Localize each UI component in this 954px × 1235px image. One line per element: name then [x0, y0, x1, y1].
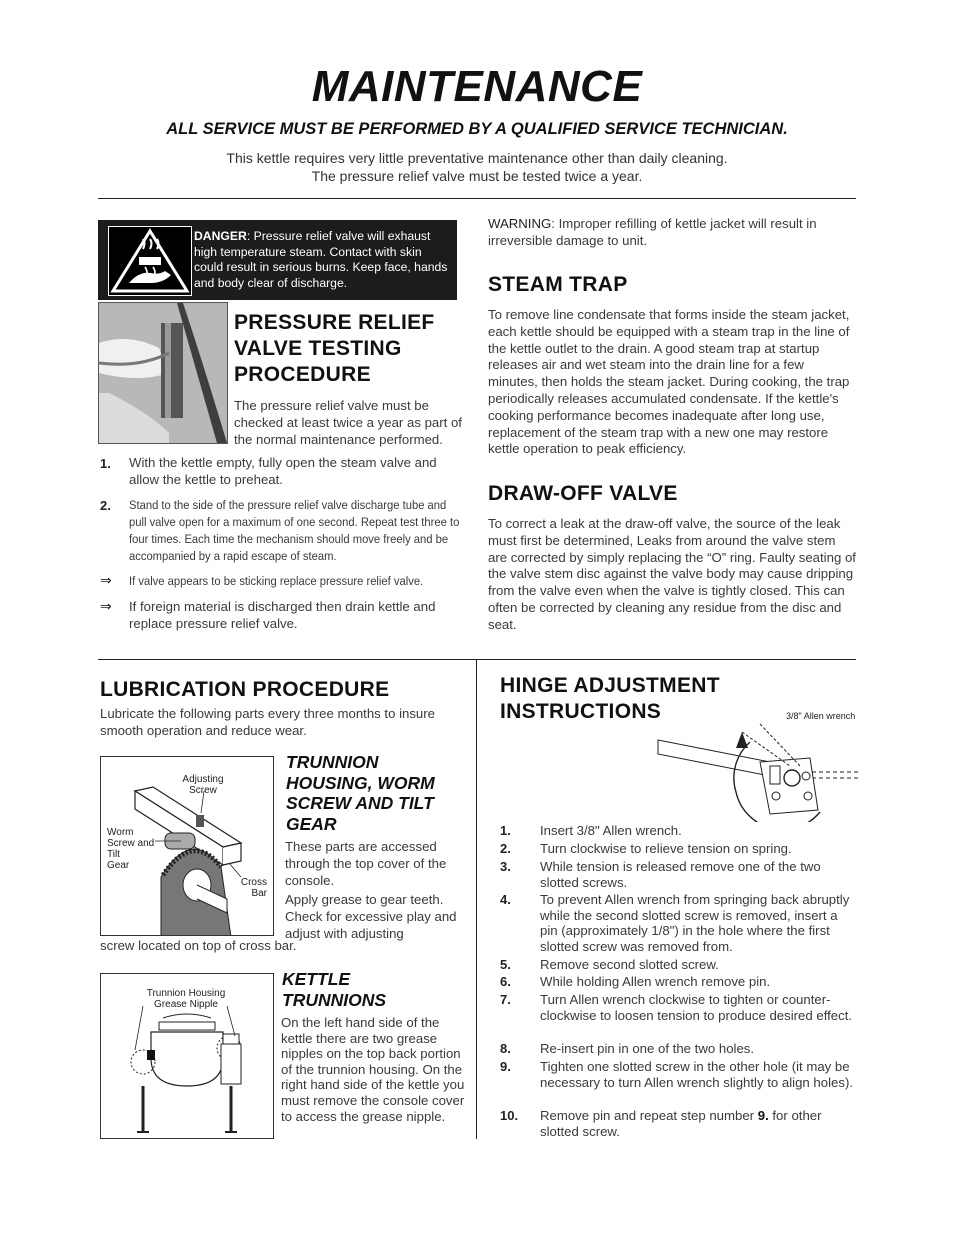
adjusting-screw-label: [181, 774, 225, 796]
step-text: Turn Allen wrench clockwise to tighten or counter-clockwise to loosen tension to produce desired effect.: [540, 992, 853, 1023]
step-number: 5.: [500, 957, 511, 972]
list-item: [500, 859, 856, 892]
list-item: [500, 841, 856, 859]
list-item: [100, 455, 466, 489]
kettle-heading-line-2: TRUNNIONS: [282, 989, 387, 1010]
fig-label: Trunnion Housing: [146, 988, 226, 999]
step-number: 1.: [500, 823, 511, 838]
step-number: 3.: [500, 859, 511, 874]
list-item: [500, 823, 856, 841]
relief-intro: The pressure relief valve must be checked at least twice a year as part of the normal maintenance performed.: [234, 398, 462, 447]
draw-off-text: To correct a leak at the draw-off valve, the source of the leak must first be determined, Leaks from around the valve stem are corrected by simply replacing the “O” ring. Faulty seating of the valve stem disc against the valve body may cause dripping from the valve even when the valve is tightly closed. This can often be corrected by cleaning any residue from the disc and seat.: [488, 516, 856, 632]
step-number: 8.: [500, 1041, 511, 1056]
note-text: If valve appears to be sticking replace pressure relief valve.: [129, 574, 424, 588]
relief-valve-photo: [98, 302, 228, 444]
relief-heading: [234, 310, 474, 388]
step-number: 7.: [500, 992, 511, 1007]
warning-label: WARNING: [488, 216, 552, 231]
fig-label: Tilt: [107, 849, 120, 860]
relief-heading-line-3: PROCEDURE: [234, 363, 371, 386]
hinge-heading: [500, 673, 720, 725]
trunnion-text-1: These parts are accessed through the top cover of the console.: [285, 839, 447, 888]
intro-line-1: This kettle requires very little preventative maintenance other than daily cleaning.: [226, 150, 728, 166]
list-item: [500, 892, 856, 957]
warning-text: [488, 216, 856, 250]
fig-label: Adjusting: [182, 774, 224, 785]
step-number: 9.: [500, 1059, 511, 1074]
arrow-right-icon: ⇒: [100, 572, 112, 588]
note-text: If foreign material is discharged then drain kettle and replace pressure relief valve.: [129, 599, 436, 631]
kettle-trunnions-text: On the left hand side of the kettle there are two grease nipples on the top back portion of the trunnion housing. On the right hand side of the kettle you must remove the console cover to access the grease nipple.: [281, 1015, 465, 1124]
step-text: Stand to the side of the pressure relief valve discharge tube and pull valve open for a maximum of one second. Repeat test three to four times. Each time the mechanism should move freely and be accompanied by a rapid escape of steam.: [129, 498, 460, 563]
list-item: [500, 1041, 856, 1059]
step-text: While tension is released remove one of the two slotted screws.: [540, 859, 821, 890]
allen-wrench-label: 3/8" Allen wrench: [786, 711, 856, 721]
hinge-heading-line-1: HINGE ADJUSTMENT: [500, 674, 720, 697]
trunnion-text-2: Apply grease to gear teeth. Check for excessive play and adjust with adjusting: [285, 892, 457, 941]
lubrication-intro: Lubricate the following parts every three months to insure smooth operation and reduce wear.: [100, 706, 435, 738]
trunnion-heading: TRUNNION HOUSING, WORM SCREW AND TILT GEAR: [286, 752, 435, 834]
hinge-heading-line-2: INSTRUCTIONS: [500, 700, 662, 723]
arrow-right-icon: ⇒: [100, 598, 112, 614]
hinge-steps: [500, 823, 856, 1141]
step-number: 1.: [100, 456, 111, 471]
worm-gear-figure: [100, 756, 274, 936]
step-number: 6.: [500, 974, 511, 989]
burn-hazard-icon: [108, 226, 192, 296]
danger-label: DANGER: [194, 229, 247, 243]
step-text: While holding Allen wrench remove pin.: [540, 974, 771, 989]
list-item: [100, 573, 466, 590]
relief-heading-line-2: VALVE TESTING: [234, 337, 402, 360]
fig-label: Bar: [251, 888, 267, 899]
relief-heading-line-1: PRESSURE RELIEF: [234, 311, 435, 334]
fig-label: Screw and: [107, 838, 155, 849]
step-text-tail: for other slotted screw.: [540, 1108, 822, 1139]
kettle-heading-line-1: KETTLE: [282, 969, 351, 989]
top-divider: [98, 198, 856, 199]
trunnion-text-2-cont: screw located on top of cross bar.: [100, 938, 297, 953]
cross-bar-label: [231, 877, 267, 899]
step-text: With the kettle empty, fully open the steam valve and allow the kettle to preheat.: [129, 455, 437, 487]
list-item: [500, 1059, 856, 1108]
hinge-figure: [640, 722, 858, 822]
danger-box: [98, 220, 457, 300]
list-item: [500, 992, 856, 1041]
draw-off-heading: DRAW-OFF VALVE: [488, 482, 678, 505]
step-number: 10.: [500, 1108, 519, 1123]
fig-label: Screw: [189, 785, 217, 796]
step-ref: 9.: [757, 1108, 769, 1123]
list-item: [500, 974, 856, 992]
page-title: MAINTENANCE: [311, 62, 643, 111]
step-text: Tighten one slotted screw in the other hole (it may be necessary to turn Allen wrench slightly to align holes).: [540, 1059, 853, 1090]
danger-body: : Pressure relief valve will exhaust high temperature steam. Contact with skin could result in serious burns. Keep face, hands and body clear of discharge.: [194, 229, 448, 290]
lubrication-heading: LUBRICATION PROCEDURE: [100, 678, 390, 701]
danger-text: [194, 229, 452, 291]
step-number: 4.: [500, 892, 511, 907]
fig-label: Worm: [107, 827, 134, 838]
list-item: [100, 497, 466, 565]
step-number: 2.: [100, 498, 111, 513]
step-text: Insert 3/8" Allen wrench.: [540, 823, 682, 838]
kettle-trunnions-heading: [282, 969, 468, 1010]
fig-label: Grease Nipple: [154, 999, 218, 1010]
warning-body: : Improper refilling of kettle jacket will result in irreversible damage to unit.: [488, 216, 817, 248]
steam-trap-text: To remove line condensate that forms inside the steam jacket, each kettle should be equipped with a steam trap in the line of the kettle outlet to the drain. A good steam trap at startup releases air and wet steam into the drain line for a few minutes, then holds the steam jacket. During cooking, the trap periodically releases accumulated condensate. If the kettle's cooking performance becomes inadequate after long use, replacement of the steam trap with a new one may restore kettle operation to peak efficiency.: [488, 307, 850, 457]
list-item: [100, 599, 466, 633]
kettle-trunnion-figure: [100, 973, 274, 1139]
list-item: [500, 1108, 856, 1141]
page-subtitle: ALL SERVICE MUST BE PERFORMED BY A QUALIFIED SERVICE TECHNICIAN.: [166, 120, 788, 138]
fig-label: Cross: [240, 877, 267, 888]
intro-line-2: The pressure relief valve must be tested twice a year.: [311, 168, 643, 184]
steam-trap-heading: STEAM TRAP: [488, 273, 628, 296]
step-text: Remove second slotted screw.: [540, 957, 719, 972]
step-text: [540, 1108, 856, 1139]
step-text: Re-insert pin in one of the two holes.: [540, 1041, 755, 1056]
grease-nipple-label: [131, 988, 241, 1010]
step-text-main: Remove pin and repeat step number: [540, 1108, 755, 1123]
middle-divider: [98, 659, 856, 660]
intro-text: [0, 149, 954, 185]
step-text: To prevent Allen wrench from springing back abruptly while the second slotted screw is removed, insert a pin (approximately 1/8") in the hole where the first slotted screw was removed from.: [540, 892, 850, 954]
fig-label: Gear: [107, 860, 130, 871]
list-item: [500, 957, 856, 974]
step-number: 2.: [500, 841, 511, 856]
worm-gear-label: [107, 827, 154, 871]
step-text: Turn clockwise to relieve tension on spring.: [540, 841, 792, 856]
column-divider: [476, 659, 477, 1139]
